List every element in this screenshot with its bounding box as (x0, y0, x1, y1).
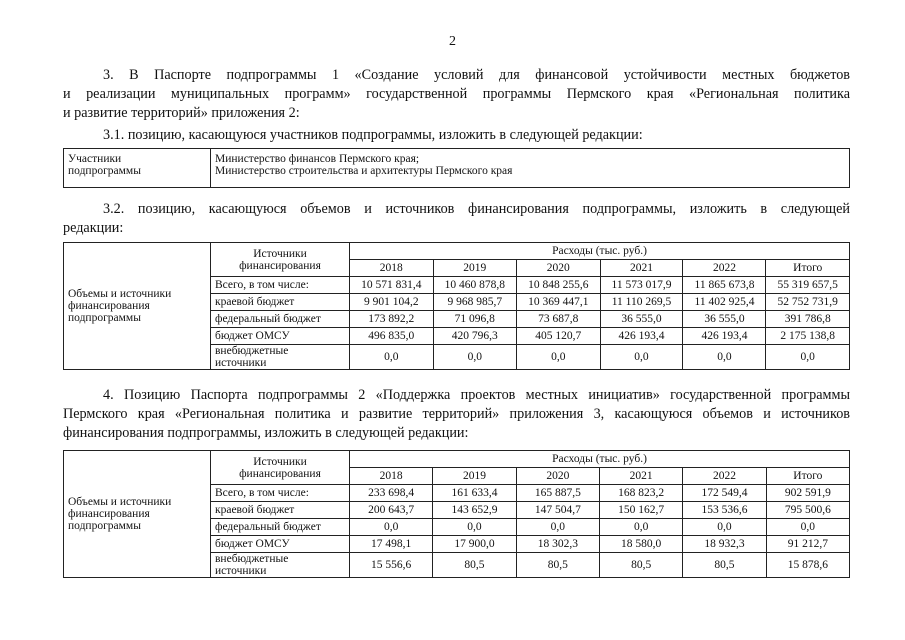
value-cell: 426 193,4 (683, 328, 766, 345)
total-header: Итого (766, 468, 849, 485)
value-cell: 143 652,9 (433, 502, 516, 519)
year-header: 2021 (600, 260, 683, 277)
value-cell: 11 865 673,8 (683, 277, 766, 294)
sources-header-line1: Источники (253, 247, 307, 260)
row-label-line3: подпрограммы (68, 312, 141, 324)
section3-intro-line3: и развитие территорий» приложения 2: (63, 105, 300, 121)
value-cell: 18 932,3 (683, 536, 766, 553)
value-cell: 11 402 925,4 (683, 294, 766, 311)
value-cell: 153 536,6 (683, 502, 766, 519)
value-cell: 80,5 (599, 553, 682, 578)
total-cell: 52 752 731,9 (766, 294, 850, 311)
year-header: 2018 (350, 468, 433, 485)
value-cell: 18 580,0 (599, 536, 682, 553)
participants-label-cell (64, 149, 211, 188)
year-header: 2021 (599, 468, 682, 485)
value-cell: 168 823,2 (599, 485, 682, 502)
source-name-line1: внебюджетные (215, 345, 289, 357)
year-header: 2018 (350, 260, 434, 277)
value-cell: 17 498,1 (350, 536, 433, 553)
source-name: бюджет ОМСУ (211, 536, 350, 553)
value-cell: 405 120,7 (517, 328, 601, 345)
value-cell: 0,0 (599, 519, 682, 536)
sources-header-line1: Источники (253, 455, 307, 468)
sources-header-line2: финансирования (239, 467, 321, 480)
participant-minstroy: Министерство строительства и архитектуры Пермского края (215, 165, 513, 177)
value-cell: 0,0 (683, 519, 766, 536)
value-cell: 10 848 255,6 (517, 277, 601, 294)
total-cell: 2 175 138,8 (766, 328, 850, 345)
section3-intro-line2: и реализации муниципальных программ» государственной программы Пермского края «Региональная политика (63, 86, 850, 102)
section3-item1: 3.1. позицию, касающуюся участников подпрограммы, изложить в следующей редакции: (103, 127, 643, 143)
financing-table-1 (63, 242, 850, 370)
value-cell: 10 460 878,8 (433, 277, 517, 294)
value-cell: 147 504,7 (516, 502, 599, 519)
value-cell: 172 549,4 (683, 485, 766, 502)
total-header: Итого (766, 260, 850, 277)
source-name: бюджет ОМСУ (211, 328, 350, 345)
source-name: федеральный бюджет (211, 519, 350, 536)
value-cell: 9 901 104,2 (350, 294, 434, 311)
value-cell: 11 573 017,9 (600, 277, 683, 294)
participants-label: Участники (68, 153, 122, 165)
source-name-line2: источники (215, 565, 267, 577)
value-cell: 0,0 (433, 345, 517, 370)
row-label-line1: Объемы и источники (68, 496, 172, 508)
source-name (211, 345, 350, 370)
source-name-line1: внебюджетные (215, 553, 289, 565)
total-cell: 91 212,7 (766, 536, 849, 553)
value-cell: 496 835,0 (350, 328, 434, 345)
value-cell: 10 369 447,1 (517, 294, 601, 311)
value-cell: 73 687,8 (517, 311, 601, 328)
value-cell: 165 887,5 (516, 485, 599, 502)
expenses-header: Расходы (тыс. руб.) (350, 451, 850, 468)
row-label-cell (64, 451, 211, 578)
value-cell: 80,5 (683, 553, 766, 578)
sources-header (211, 451, 350, 485)
year-header: 2019 (433, 260, 517, 277)
participant-minfin: Министерство финансов Пермского края; (215, 153, 420, 165)
value-cell: 150 162,7 (599, 502, 682, 519)
total-cell: 15 878,6 (766, 553, 849, 578)
expenses-header: Расходы (тыс. руб.) (350, 243, 850, 260)
financing-table-2 (63, 450, 850, 578)
value-cell: 18 302,3 (516, 536, 599, 553)
section3-item2-line1: 3.2. позицию, касающуюся объемов и источников финансирования подпрограммы, изложить в следующей (103, 201, 850, 217)
year-header: 2022 (683, 468, 766, 485)
section3-intro-line1: 3. В Паспорте подпрограммы 1 «Создание условий для финансовой устойчивости местных бюджетов (103, 67, 850, 83)
year-header: 2020 (517, 260, 601, 277)
source-name: Всего, в том числе: (211, 485, 350, 502)
section3-item2 (63, 200, 850, 238)
value-cell: 71 096,8 (433, 311, 517, 328)
total-cell: 0,0 (766, 519, 849, 536)
value-cell: 161 633,4 (433, 485, 516, 502)
value-cell: 0,0 (600, 345, 683, 370)
section4-text (63, 386, 850, 443)
value-cell: 0,0 (350, 519, 433, 536)
value-cell: 17 900,0 (433, 536, 516, 553)
value-cell: 11 110 269,5 (600, 294, 683, 311)
row-label-line3: подпрограммы (68, 520, 141, 532)
value-cell: 200 643,7 (350, 502, 433, 519)
participants-label-cont: подпрограммы (68, 165, 141, 177)
value-cell: 0,0 (433, 519, 516, 536)
row-label-line2: финансирования (68, 508, 150, 520)
value-cell: 36 555,0 (600, 311, 683, 328)
year-header: 2019 (433, 468, 516, 485)
section4-line3: финансирования подпрограммы, изложить в следующей редакции: (63, 425, 469, 441)
section4-line2: Пермского края «Региональная политика и развитие территорий» приложения 3, касающуюся объемов и источников (63, 406, 850, 422)
row-label-line1: Объемы и источники (68, 288, 172, 300)
sources-header-line2: финансирования (239, 259, 321, 272)
source-name (211, 553, 350, 578)
total-cell: 55 319 657,5 (766, 277, 850, 294)
source-name: федеральный бюджет (211, 311, 350, 328)
value-cell: 15 556,6 (350, 553, 433, 578)
value-cell: 10 571 831,4 (350, 277, 434, 294)
participants-value-cell (211, 149, 850, 188)
total-cell: 795 500,6 (766, 502, 849, 519)
value-cell: 80,5 (433, 553, 516, 578)
year-header: 2022 (683, 260, 766, 277)
year-header: 2020 (516, 468, 599, 485)
value-cell: 9 968 985,7 (433, 294, 517, 311)
section3-intro (63, 66, 850, 123)
value-cell: 0,0 (517, 345, 601, 370)
total-cell: 0,0 (766, 345, 850, 370)
source-name-line2: источники (215, 357, 267, 369)
row-label-cell (64, 243, 211, 370)
total-cell: 391 786,8 (766, 311, 850, 328)
section3-item2-line2: редакции: (63, 220, 124, 236)
value-cell: 0,0 (516, 519, 599, 536)
source-name: краевой бюджет (211, 294, 350, 311)
value-cell: 420 796,3 (433, 328, 517, 345)
row-label-line2: финансирования (68, 300, 150, 312)
page-number: 2 (449, 34, 456, 49)
sources-header (211, 243, 350, 277)
value-cell: 233 698,4 (350, 485, 433, 502)
value-cell: 36 555,0 (683, 311, 766, 328)
value-cell: 173 892,2 (350, 311, 434, 328)
value-cell: 0,0 (350, 345, 434, 370)
value-cell: 426 193,4 (600, 328, 683, 345)
value-cell: 80,5 (516, 553, 599, 578)
total-cell: 902 591,9 (766, 485, 849, 502)
value-cell: 0,0 (683, 345, 766, 370)
section4-line1: 4. Позицию Паспорта подпрограммы 2 «Поддержка проектов местных инициатив» государственной программы (103, 387, 850, 403)
source-name: Всего, в том числе: (211, 277, 350, 294)
source-name: краевой бюджет (211, 502, 350, 519)
participants-table (63, 148, 850, 188)
